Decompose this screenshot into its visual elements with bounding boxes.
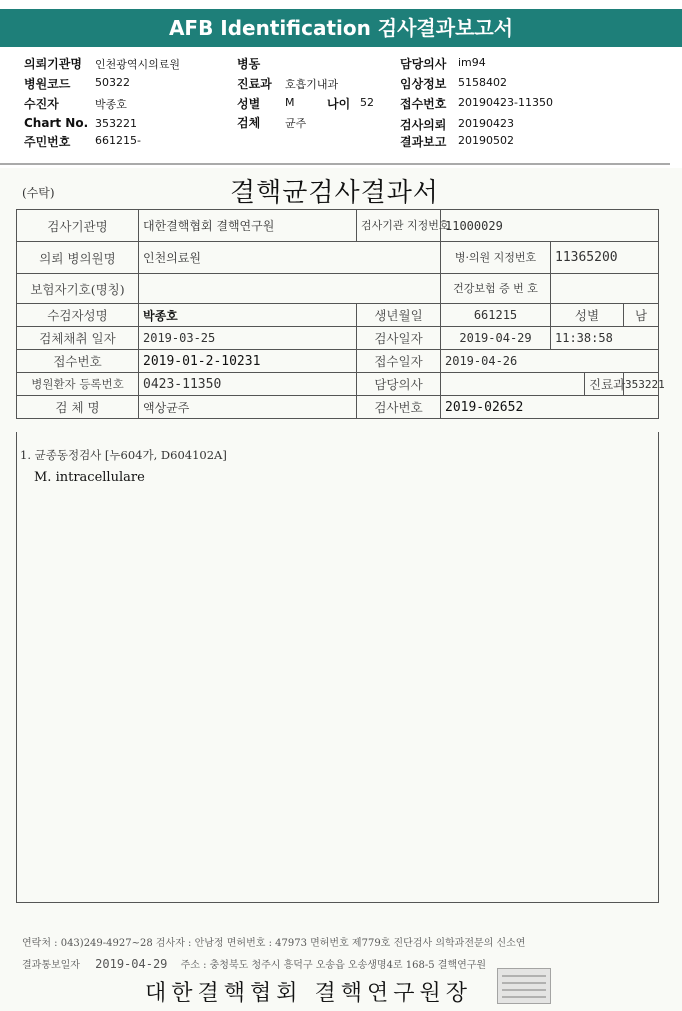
table-label: 건강보험 증 번 호 [441, 274, 551, 304]
official-seal-stamp [497, 968, 551, 1004]
table-value: 0423-11350 [139, 373, 357, 396]
header-value: im94 [458, 56, 486, 69]
table-label: 병원환자 등록번호 [17, 373, 139, 396]
table-value: 661215 [441, 304, 551, 327]
header-value: 5158402 [458, 76, 507, 89]
table-label: 검체채취 일자 [17, 327, 139, 350]
patient-name: 박종호 [139, 304, 357, 327]
receipt-tag: (수탁) [22, 186, 55, 200]
table-label: 보험자기호(명칭) [17, 274, 139, 304]
header-value: 박종호 [95, 98, 127, 111]
header-label: 주민번호 [24, 135, 71, 149]
footer-date-label: 결과통보일자 [22, 960, 80, 971]
header-value: 균주 [285, 117, 307, 130]
header-value: 52 [360, 96, 374, 109]
table-label: 생년월일 [357, 304, 441, 327]
header-label: 임상정보 [400, 77, 447, 91]
header-value: 353221 [95, 117, 137, 130]
footer-contact: 연락처 : 043)249-4927~28 검사자 : 안남정 면허번호 : 47973 면허번호 제779호 진단검사 의학과전문의 신소연 [22, 938, 526, 949]
table-value: 인천의료원 [139, 242, 441, 274]
header-divider [0, 163, 670, 165]
institution-name: 대한결핵협회 결핵연구원장 [145, 981, 473, 1006]
footer-address: 주소 : 충청북도 청주시 흥덕구 오송읍 오송생명4로 168-5 결핵연구원 [180, 960, 487, 971]
header-label: 성별 [237, 97, 261, 111]
table-label: 수검자성명 [17, 304, 139, 327]
header-value: 인천광역시의료원 [95, 58, 181, 71]
header-label: 의뢰기관명 [24, 57, 82, 71]
table-label: 접수일자 [357, 350, 441, 373]
table-value: 11:38:58 [551, 327, 659, 350]
table-label: 진료과 [585, 373, 624, 396]
table-label: 성별 [551, 304, 624, 327]
header-label: 진료과 [237, 77, 272, 91]
table-label: 담당의사 [357, 373, 441, 396]
header-value: 20190502 [458, 134, 514, 147]
result-test-line: 1. 균종동정검사 [누604가, D604102A] [20, 448, 227, 462]
header-label: 담당의사 [400, 57, 447, 71]
table-value: 11000029 [441, 210, 659, 242]
table-value: 2019-04-26 [441, 350, 659, 373]
header-value: 661215- [95, 134, 141, 147]
report-title-bar: AFB Identification 검사결과보고서 [0, 9, 682, 47]
table-label: 접수번호 [17, 350, 139, 373]
document-title: 결핵균검사결과서 [230, 178, 439, 208]
table-value: 액상균주 [139, 396, 357, 419]
header-label: 병원코드 [24, 77, 71, 91]
results-box [16, 432, 659, 903]
header-value: 20190423-11350 [458, 96, 553, 109]
footer-date: 2019-04-29 [95, 957, 168, 971]
table-label: 검사일자 [357, 327, 441, 350]
header-value: 50322 [95, 76, 130, 89]
table-value: 353221 [624, 373, 659, 396]
header-label: 나이 [327, 97, 351, 111]
table-label: 병·의원 지정번호 [441, 242, 551, 274]
table-label: 검사기관 지정번호 [357, 210, 441, 242]
header-label: 접수번호 [400, 97, 447, 111]
table-value: 2019-04-29 [441, 327, 551, 350]
table-value [139, 274, 441, 304]
report-header [0, 47, 682, 165]
table-value: 2019-01-2-10231 [139, 350, 357, 373]
table-label: 검 체 명 [17, 396, 139, 419]
table-label: 의뢰 병의원명 [17, 242, 139, 274]
header-label: 수진자 [24, 97, 59, 111]
result-organism: M. intracellulare [34, 470, 145, 485]
header-label: 검체 [237, 116, 261, 130]
table-value: 2019-02652 [441, 396, 659, 419]
footer-address-line [22, 956, 486, 971]
header-label: 병동 [237, 57, 261, 71]
table-value: 2019-03-25 [139, 327, 357, 350]
table-value: 대한결핵협회 결핵연구원 [139, 210, 357, 242]
table-value: 11365200 [551, 242, 659, 274]
table-label: 검사기관명 [17, 210, 139, 242]
header-label: Chart No. [24, 116, 89, 130]
table-label: 검사번호 [357, 396, 441, 419]
report-info-table [16, 209, 665, 419]
header-value: 호흡기내과 [285, 78, 339, 91]
table-value [441, 373, 585, 396]
table-value [551, 274, 659, 304]
header-value: M [285, 96, 295, 109]
header-label: 결과보고 [400, 135, 447, 149]
header-value: 20190423 [458, 117, 514, 130]
table-value: 남 [624, 304, 659, 327]
header-label: 검사의뢰 [400, 118, 447, 132]
